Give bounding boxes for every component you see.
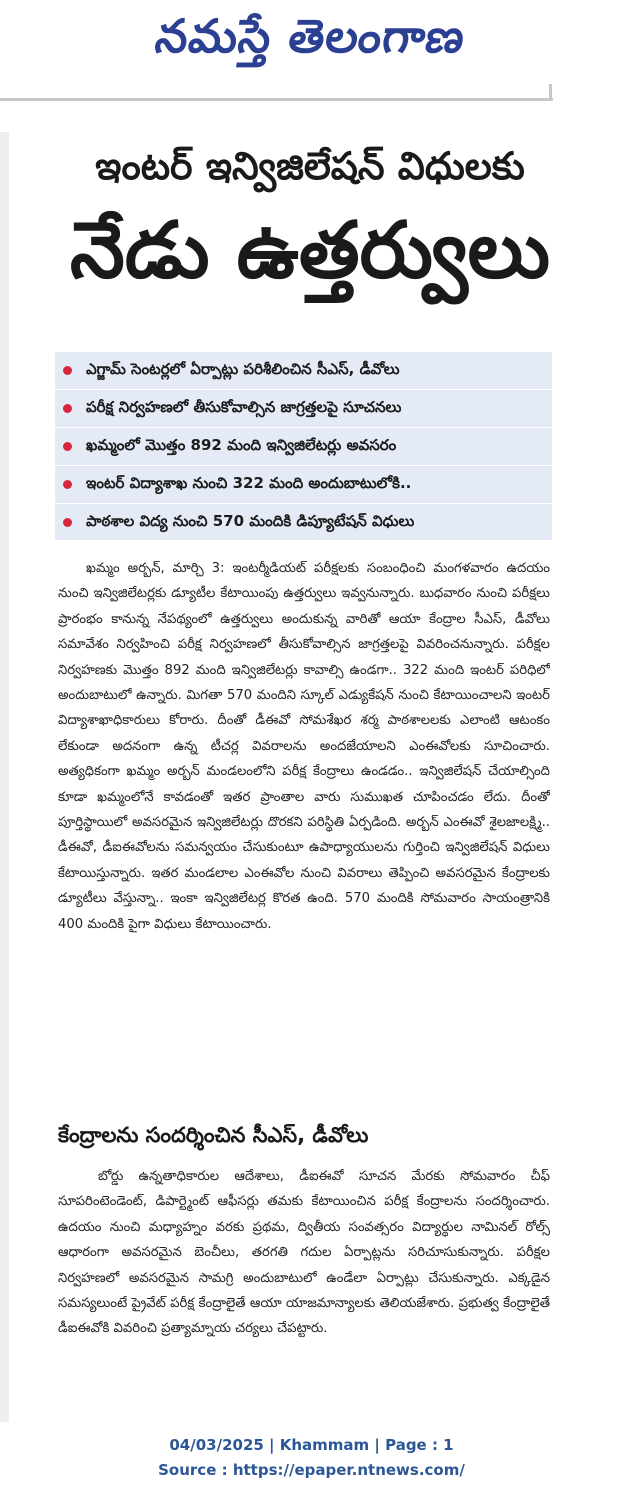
highlight-item bbox=[55, 352, 552, 389]
highlight-text: ఖమ్మంలో మొత్తం 892 మంది ఇన్విజిలేటర్లు అవసరం bbox=[86, 435, 397, 454]
highlight-text: ఇంటర్ విద్యాశాఖ నుంచి 322 మంది అందుబాటులోకి.. bbox=[86, 473, 412, 492]
bullet-icon bbox=[63, 366, 72, 375]
masthead-divider-tick bbox=[549, 84, 552, 101]
masthead-divider bbox=[0, 98, 553, 101]
highlight-text: పరీక్ష నిర్వహణలో తీసుకోవాల్సిన జాగ్రత్తలపై సూచనలు bbox=[86, 397, 402, 416]
article-body-paragraph: బోర్డు ఉన్నతాధికారుల ఆదేశాలు, డీఐఈవో సూచన మేరకు సోమవారం చీఫ్ సూపరింటెండెంట్, డిపార్ట్మెంట్ ఆఫీసర్లు తమకు కేటాయించిన పరీక్ష కేంద్రాలను సందర్శించారు. ఉదయం నుంచి మధ్యాహ్నం వరకు ప్రథమ, ద్వితీయ సంవత్సరం విద్యార్థుల నామినల్ రోల్స్ ఆధారంగా అవసరమైన బెంచీలు, తరగతి గదుల ఏర్పాట్లను సరిచూసుకున్నారు. పరీక్షల నిర్వహణలో అవసరమైన సామగ్రి అందుబాటులో ఉండేలా ఏర్పాట్లు చేసుకున్నారు. ఎక్కడైన సమస్యలుంటే ప్రైవేట్ పరీక్ష కేంద్రాలైతే ఆయా యాజమాన్యాలకు తెలియజేశారు. ప్రభుత్వ కేంద్రాలైతే డీఐఈవోకి వివరించి ప్రత్యామ్నాయ చర్యలు చేపట్టారు. bbox=[58, 1169, 550, 1337]
highlight-item bbox=[55, 465, 552, 503]
highlight-item bbox=[55, 389, 552, 427]
highlights-box bbox=[55, 352, 552, 540]
headline-line-1: ఇంటర్ ఇన్విజిలేషన్ విధులకు bbox=[95, 144, 525, 188]
newspaper-masthead bbox=[100, 6, 520, 78]
highlight-item bbox=[55, 427, 552, 465]
masthead-title: నమస్తే తెలంగాణ bbox=[152, 9, 470, 63]
highlight-item bbox=[55, 503, 552, 541]
headline-line-2: నేడు ఉత్తర్వులు bbox=[70, 205, 550, 296]
bullet-icon bbox=[63, 404, 72, 413]
bullet-icon bbox=[63, 442, 72, 451]
page-edge-strip bbox=[0, 132, 9, 1422]
bullet-icon bbox=[63, 480, 72, 489]
article-body-paragraph: ఖమ్మం అర్బన్, మార్చి 3: ఇంటర్మీడియట్ పరీక్షలకు సంబంధించి మంగళవారం ఉదయం నుంచి ఇన్విజిలేటర్లకు డ్యూటీల కేటాయింపు ఉత్తర్వులు ఇవ్వనున్నారు. బుధవారం నుంచి పరీక్షలు ప్రారంభం కానున్న నేపథ్యంలో ఉత్తర్వులు అందుకున్న వారితో ఆయా కేంద్రాల సీఎస్, డీవోలు సమావేశం నిర్వహించి పరీక్ష నిర్వహణలో తీసుకోవాల్సిన జాగ్రత్తలపై వివరించనున్నారు. పరీక్షల నిర్వహణకు మొత్తం 892 మంది ఇన్విజిలేటర్లు కావాల్సి ఉండగా.. 322 మంది ఇంటర్ పరిధిలో అందుబాటులో ఉన్నారు. మిగతా 570 మందిని స్కూల్ ఎడ్యుకేషన్ నుంచి కేటాయించాలని ఇంటర్ విద్యాశాఖాధికారులు కోరారు. దీంతో డీఈవో సోమశేఖర శర్మ పాఠశాలలకు ఎలాంటి ఆటంకం లేకుండా అదనంగా ఉన్న టీచర్ల వివరాలను అందజేయాలని ఎంఈవోలకు సూచించారు. అత్యధికంగా ఖమ్మం అర్బన్ మండలంలోని పరీక్ష కేంద్రాలు ఉండడం.. ఇన్విజిలేషన్ చేయాల్సింది కూడా ఖమ్మంలోనే కావడంతో ఇతర ప్రాంతాల వారు సుముఖత చూపించడం లేదు. దీంతో పూర్తిస్థాయిలో అవసరమైన ఇన్విజిలేటర్లు దొరకని పరిస్థితి ఏర్పడింది. అర్బన్ ఎంఈవో శైలజాలక్ష్మి.. డీఈవో, డీఐఈవోలను సమన్వయం చేసుకుంటూ ఉపాధ్యాయులను గుర్తించి ఇన్విజిలేషన్ విధులు కేటాయిస్తున్నారు. ఇతర మండలాల ఎంఈవోల నుంచి వివరాలు తెప్పించి అవసరమైన కేంద్రాలకు డ్యూటీలు వేస్తున్నా.. ఇంకా ఇన్విజిలేటర్ల కొరత ఉంది. 570 మందికి సోమవారం సాయంత్రానికి 400 మందికి పైగా విధులు కేటాయించారు. bbox=[58, 561, 550, 932]
highlight-text: ఎగ్జామ్ సెంటర్లలో ఏర్పాట్లు పరిశీలించిన సీఎస్, డీవోలు bbox=[86, 359, 400, 378]
article-subheading: కేంద్రాలను సందర్శించిన సీఎస్, డీవోలు bbox=[58, 1123, 369, 1147]
footer-date-edition: 04/03/2025 | Khammam | Page : 1 bbox=[169, 1436, 454, 1454]
footer-source-link[interactable]: Source : https://epaper.ntnews.com/ bbox=[158, 1461, 465, 1479]
bullet-icon bbox=[63, 518, 72, 527]
highlight-text: పాఠశాల విద్య నుంచి 570 మందికి డిప్యూటేషన్ విధులు bbox=[86, 511, 415, 530]
